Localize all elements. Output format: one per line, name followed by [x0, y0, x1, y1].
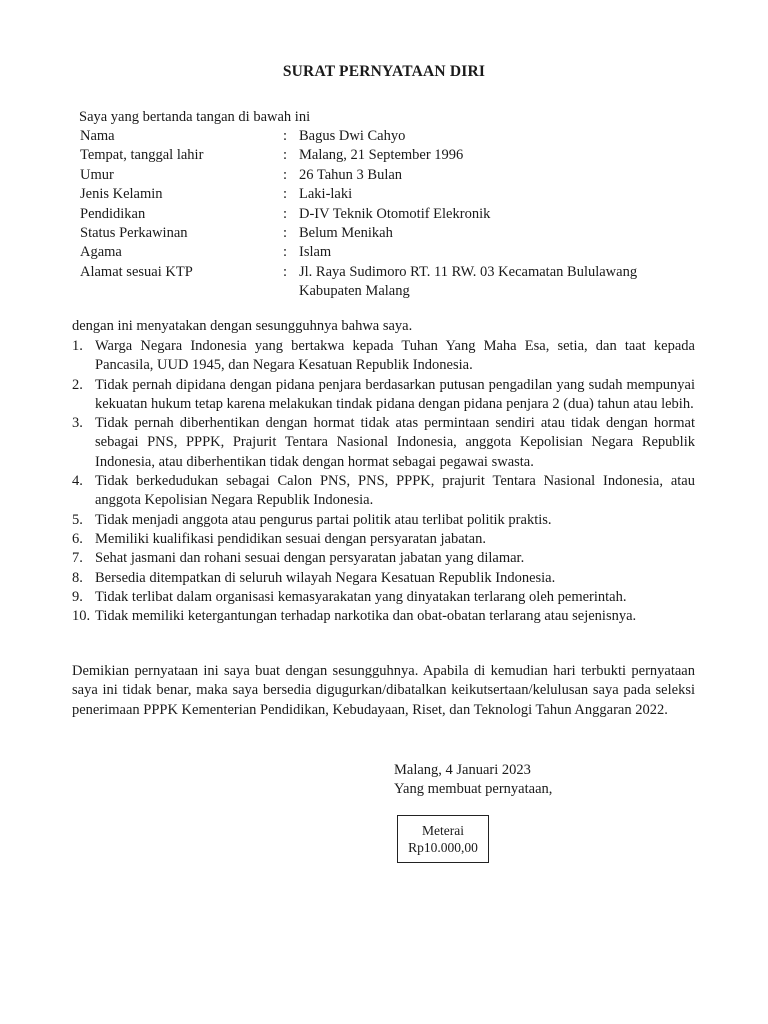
field-label: Jenis Kelamin — [80, 186, 163, 203]
list-number: 2. — [72, 376, 83, 393]
field-value: Bagus Dwi Cahyo — [299, 128, 406, 144]
meterai-stamp-box — [397, 815, 489, 863]
field-value: Malang, 21 September 1996 — [299, 147, 464, 164]
list-item — [72, 607, 695, 626]
field-row-agama — [80, 243, 720, 262]
field-row-nama — [80, 127, 720, 146]
list-text: Memiliki kualifikasi pendidikan sesuai dengan persyaratan jabatan. — [95, 530, 486, 547]
list-item — [72, 376, 695, 415]
field-row-status-perkawinan — [80, 224, 720, 243]
list-number: 3. — [72, 415, 83, 432]
list-number: 9. — [72, 588, 83, 605]
list-number: 5. — [72, 511, 83, 528]
field-colon: : — [283, 186, 288, 203]
stamp-amount: Rp10.000,00 — [408, 840, 478, 855]
list-item — [72, 337, 695, 376]
field-colon: : — [283, 244, 288, 261]
closing-paragraph: Demikian pernyataan ini saya buat dengan sesungguhnya. Apabila di kemudian hari terbukti pernyataan saya ini tidak benar, maka saya bersedia digugurkan/dibatalkan keikutsertaan/kelulusan saya pada seleksi penerimaan PPPK Kementerian Pendidikan, Kebudayaan, Riset, dan Teknologi Tahun Anggaran 2022. — [72, 663, 695, 718]
field-row-umur — [80, 166, 720, 185]
statement-intro: dengan ini menyatakan dengan sesungguhnya bahwa saya. — [72, 318, 413, 334]
field-value: 26 Tahun 3 Bulan — [299, 166, 403, 183]
field-colon: : — [283, 225, 288, 242]
field-label: Status Perkawinan — [80, 225, 188, 242]
list-text: Sehat jasmani dan rohani sesuai dengan persyaratan jabatan yang dilamar. — [95, 550, 525, 567]
list-number: 4. — [72, 473, 83, 490]
intro-text: Saya yang bertanda tangan di bawah ini — [79, 109, 311, 125]
field-value: Islam — [299, 244, 332, 261]
list-item — [72, 569, 695, 588]
field-row-pendidikan — [80, 205, 720, 224]
field-label: Pendidikan — [80, 205, 146, 222]
list-item — [72, 588, 695, 607]
list-item — [72, 414, 695, 472]
field-label: Tempat, tanggal lahir — [80, 147, 204, 164]
field-colon: : — [283, 205, 288, 222]
signer-label: Yang membuat pernyataan, — [394, 781, 553, 798]
list-item — [72, 530, 695, 549]
list-text: Warga Negara Indonesia yang bertakwa kepada Tuhan Yang Maha Esa, setia, dan taat kepada Pancasila, UUD 1945, dan Negara Kesatuan Republik Indonesia. — [95, 338, 695, 374]
list-text: Bersedia ditempatkan di seluruh wilayah Negara Kesatuan Republik Indonesia. — [95, 569, 556, 586]
field-label: Nama — [80, 128, 115, 144]
list-number: 8. — [72, 569, 83, 586]
stamp-label: Meterai — [422, 823, 464, 838]
signature-block — [394, 761, 552, 800]
field-row-alamat — [80, 263, 720, 302]
field-row-jenis-kelamin — [80, 185, 720, 204]
field-value: Belum Menikah — [299, 225, 393, 242]
field-value: Laki-laki — [299, 186, 353, 203]
list-item — [72, 549, 695, 568]
document-title: SURAT PERNYATAAN DIRI — [282, 63, 486, 80]
statement-list — [72, 337, 695, 626]
place-date: Malang, 4 Januari 2023 — [394, 762, 531, 778]
list-text: Tidak memiliki ketergantungan terhadap narkotika dan obat-obatan terlarang atau sejenisnya. — [95, 608, 637, 625]
field-value: D-IV Teknik Otomotif Elekronik — [299, 205, 491, 222]
field-row-ttl — [80, 146, 720, 165]
list-number: 10. — [72, 608, 91, 625]
list-text: Tidak terlibat dalam organisasi kemasyarakatan yang dinyatakan terlarang oleh pemerintah. — [95, 588, 627, 605]
field-label: Alamat sesuai KTP — [80, 263, 193, 280]
identity-fields — [80, 127, 720, 302]
list-text: Tidak menjadi anggota atau pengurus partai politik atau terlibat politik praktis. — [95, 511, 552, 528]
field-label: Umur — [80, 166, 114, 183]
list-item — [72, 511, 695, 530]
list-number: 7. — [72, 550, 83, 567]
field-colon: : — [283, 263, 288, 280]
list-text: Tidak berkedudukan sebagai Calon PNS, PNS, PPPK, prajurit Tentara Nasional Indonesia, atau anggota Kepolisian Negara Republik Indonesia. — [95, 473, 695, 509]
field-colon: : — [283, 128, 288, 144]
list-text: Tidak pernah dipidana dengan pidana penjara berdasarkan putusan pengadilan yang sudah mempunyai kekuatan hukum tetap karena melakukan tindak pidana dengan pidana penjara 2 (dua) tahun atau lebih. — [95, 376, 695, 412]
field-colon: : — [283, 166, 288, 183]
list-number: 1. — [72, 338, 83, 354]
field-label: Agama — [80, 244, 122, 261]
field-colon: : — [283, 147, 288, 164]
list-number: 6. — [72, 530, 83, 547]
field-value: Jl. Raya Sudimoro RT. 11 RW. 03 Kecamatan Bululawang Kabupaten Malang — [299, 263, 638, 300]
list-text: Tidak pernah diberhentikan dengan hormat tidak atas permintaan sendiri atau tidak dengan hormat sebagai PNS, PPPK, Prajurit Tentara Nasional Indonesia, anggota Kepolisian Negara Republik Indonesia, atau diberhentikan tidak dengan hormat sebagai pegawai swasta. — [95, 415, 695, 470]
list-item — [72, 472, 695, 511]
